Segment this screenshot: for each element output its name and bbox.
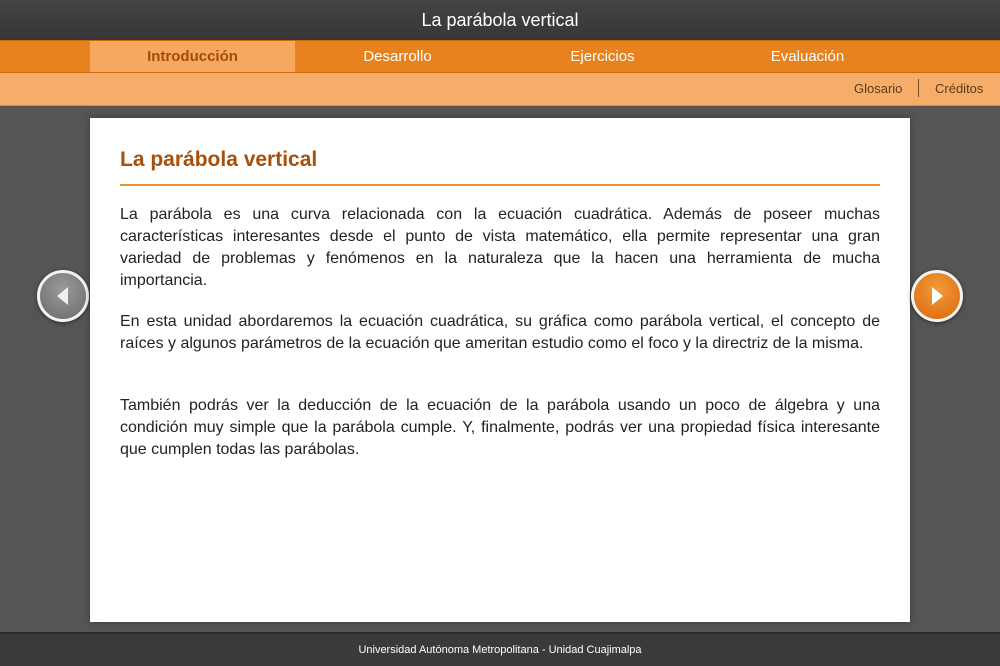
paragraph-3: También podrás ver la deducción de la ecuación de la parábola usando un poco de álgebra y una condición muy simple que la parábola cumple. Y, finalmente, podrás ver una propiedad física interesante que cumplen todas las parábolas.: [120, 397, 880, 458]
footer: [0, 632, 1000, 666]
main-nav: [0, 40, 1000, 73]
app-title-bar: [0, 0, 1000, 40]
page-title: La parábola vertical: [120, 148, 318, 171]
tab-introduccion[interactable]: Introducción: [90, 41, 295, 72]
app-title: La parábola vertical: [421, 9, 579, 30]
tab-evaluacion[interactable]: Evaluación: [770, 48, 845, 65]
chevron-left-icon: [53, 285, 73, 307]
glossary-link[interactable]: Glosario: [854, 81, 903, 96]
credits-link[interactable]: Créditos: [935, 81, 984, 96]
tab-desarrollo[interactable]: Desarrollo: [363, 48, 432, 65]
title-divider: [120, 184, 880, 186]
prev-button[interactable]: [37, 270, 89, 322]
tab-ejercicios[interactable]: Ejercicios: [570, 48, 635, 65]
content-card: [90, 118, 910, 622]
sub-nav: [0, 73, 1000, 106]
divider: [918, 79, 919, 97]
paragraph-2: En esta unidad abordaremos la ecuación cuadrática, su gráfica como parábola vertical, el concepto de raíces y algunos parámetros de la ecuación que ameritan estudio como el foco y la directriz de la misma.: [120, 313, 880, 352]
chevron-right-icon: [927, 285, 947, 307]
footer-text: Universidad Autónoma Metropolitana - Unidad Cuajimalpa: [358, 644, 642, 656]
next-button[interactable]: [911, 270, 963, 322]
paragraph-1: La parábola es una curva relacionada con la ecuación cuadrática. Además de poseer muchas características interesantes desde el punto de vista matemático, ella permite representar una gran variedad de problemas y fenómenos en la naturaleza que la hacen una herramienta de mucha importancia.: [120, 206, 880, 289]
